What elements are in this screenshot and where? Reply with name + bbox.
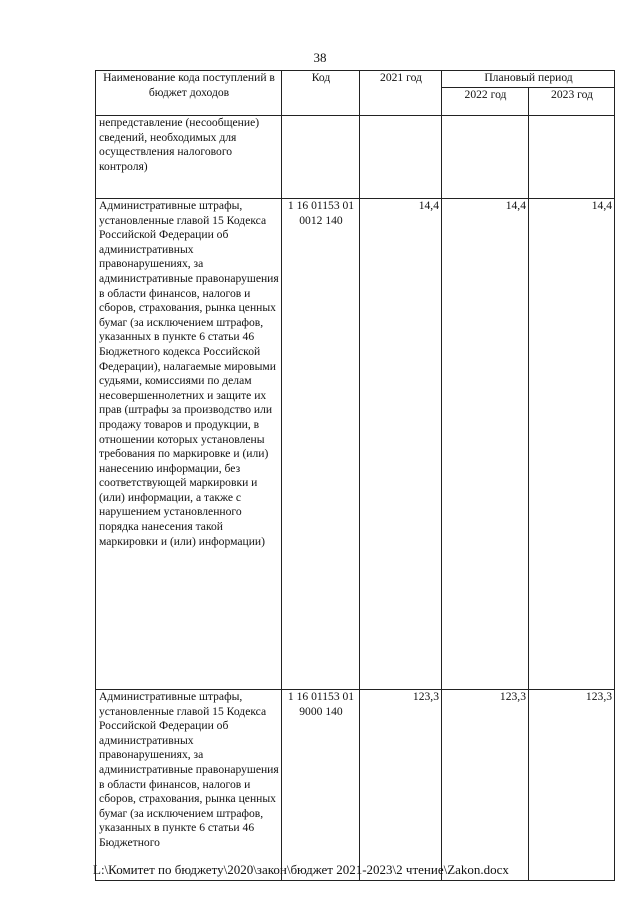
row-name: Административные штрафы, установленные главой 15 Кодекса Российской Федерации об административных правонарушениях, за административные правонарушения в области финансов, налогов и сборов, страхования, рынка ценных бумаг (за исключением штрафов, указанных в пункте 6 статьи 46 Бюджетного кодекса Российской Федерации), налагаемые мировыми судьями, комиссиями по делам несовершеннолетних и защите их прав (штрафы за производство или продажу товаров и продукции, в отношении которых установлены требования по маркировке и (или) нанесению информации, без соответствующей маркировки и (или) информации, а также с нарушением установленного порядка нанесения такой маркировки и (или) информации) [96,199,282,690]
row-2023: 123,3 [529,690,615,881]
header-planned-period: Плановый период [442,71,615,88]
row-2021: 123,3 [360,690,442,881]
header-2021: 2021 год [360,71,442,116]
row-2022 [442,116,529,199]
row-code: 1 16 01153 01 0012 140 [282,199,360,690]
row-2021 [360,116,442,199]
header-name: Наименование кода поступлений в бюджет доходов [96,71,282,116]
row-2023 [529,116,615,199]
row-code [282,116,360,199]
row-2022: 14,4 [442,199,529,690]
row-name: Административные штрафы, установленные главой 15 Кодекса Российской Федерации об административных правонарушениях, за административные правонарушения в области финансов, налогов и сборов, страхования, рынка ценных бумаг (за исключением штрафов, указанных в пункте 6 статьи 46 Бюджетного [96,690,282,881]
page-number: 38 [313,50,327,65]
table-row [96,690,615,881]
row-2022: 123,3 [442,690,529,881]
header-2022: 2022 год [442,88,529,116]
header-2023: 2023 год [529,88,615,116]
row-2023: 14,4 [529,199,615,690]
footer-file-path: L:\Комитет по бюджету\2020\закон\бюджет 2021-2023\2 чтение\Zakon.docx [93,862,509,877]
header-code: Код [282,71,360,116]
row-code: 1 16 01153 01 9000 140 [282,690,360,881]
row-name: непредставление (несообщение) сведений, необходимых для осуществления налогового контроля) [96,116,282,199]
revenue-table [95,70,615,881]
table-row [96,199,615,690]
row-2021: 14,4 [360,199,442,690]
table-row [96,116,615,199]
